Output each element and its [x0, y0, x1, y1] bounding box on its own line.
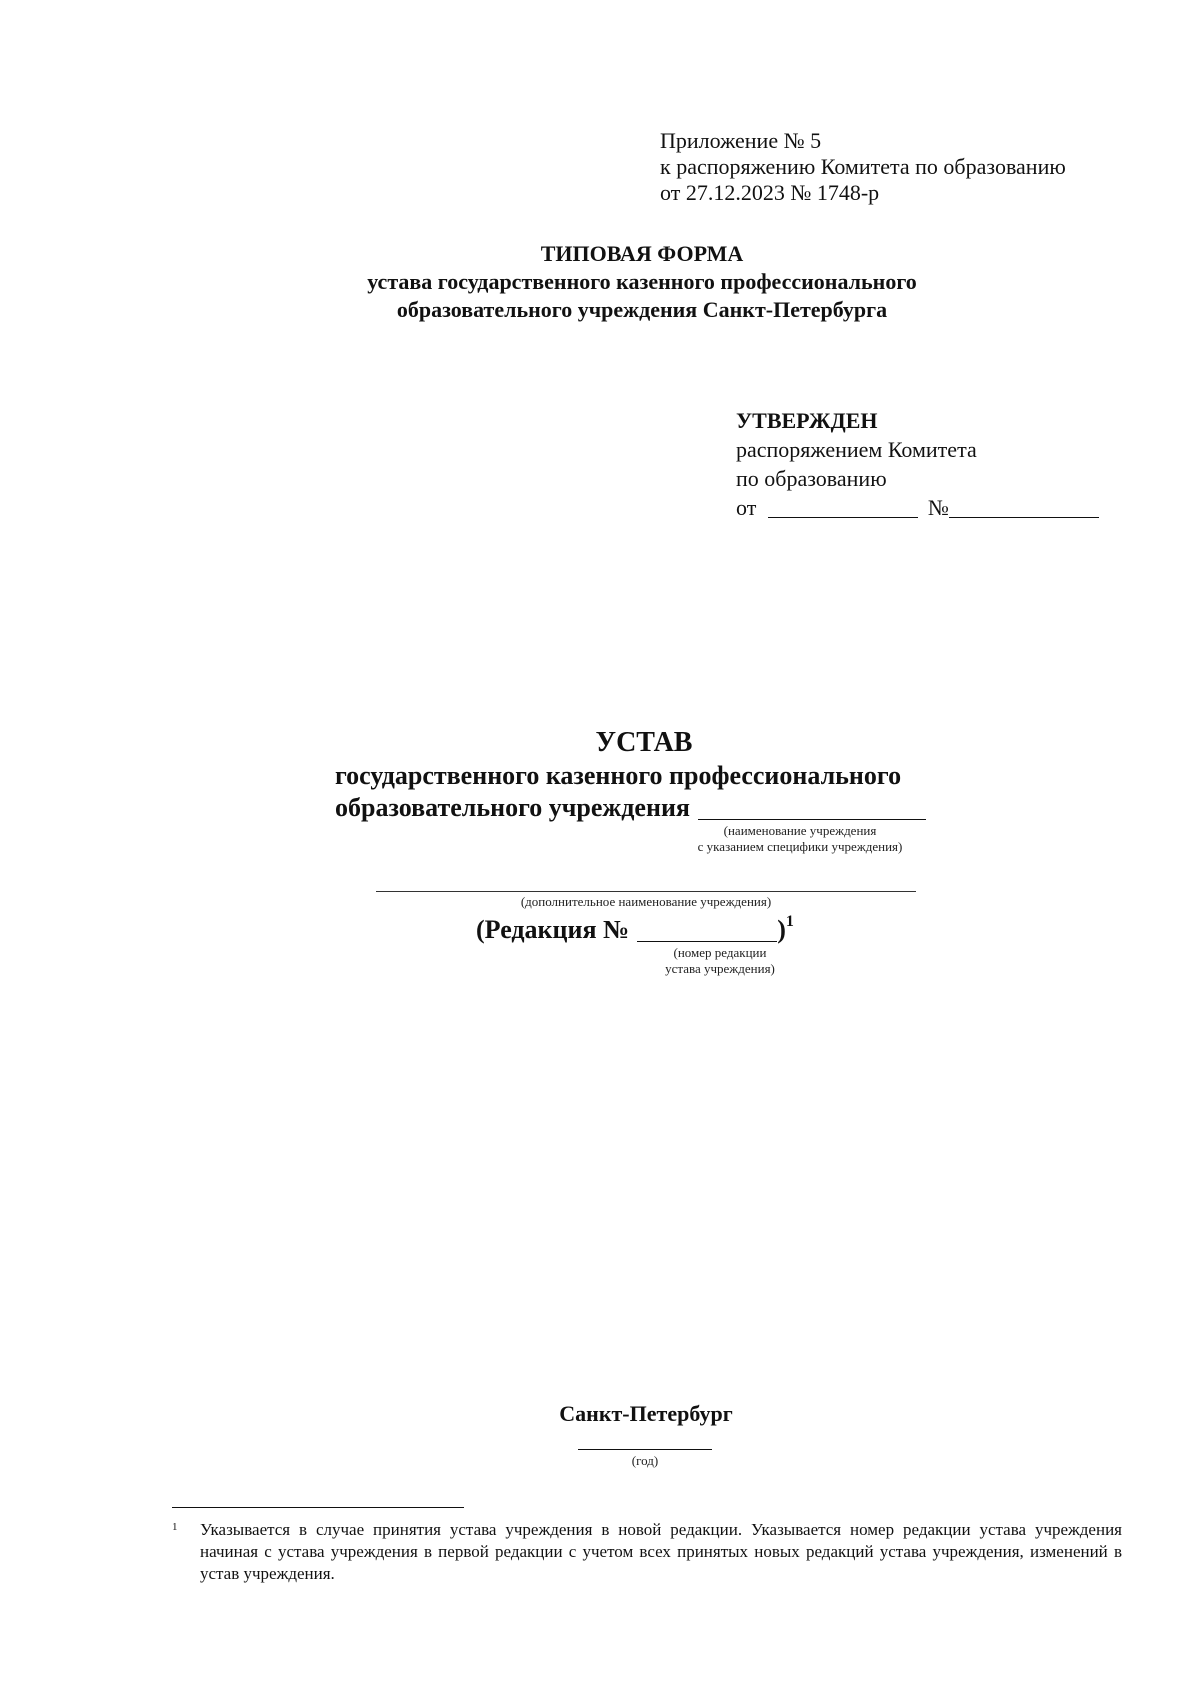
- approval-line-1: распоряжением Комитета: [736, 437, 977, 462]
- footnote-text: Указывается в случае принятия устава учреждения в новой редакции. Указывается номер редакции устава учреждения начиная с устава учреждения в первой редакции с учетом всех принятых новых редакций устава учреждения, изменений в устав учреждения.: [200, 1520, 1122, 1583]
- approval-line-2: по образованию: [736, 466, 887, 491]
- additional-name-hint: (дополнительное наименование учреждения): [520, 894, 772, 909]
- institution-name-hint-line-2: с указанием специфики учреждения): [697, 839, 903, 854]
- template-form-heading: ТИПОВАЯ ФОРМА: [540, 241, 744, 266]
- appendix-reference: [660, 128, 1066, 206]
- charter-subtitle-line-2-text: образовательного учреждения: [335, 793, 690, 822]
- institution-name-blank: [698, 795, 926, 820]
- charter-subtitle-line-1: государственного казенного профессионального: [335, 761, 902, 790]
- charter-title: УСТАВ: [595, 727, 693, 758]
- footnote-separator: [172, 1507, 464, 1508]
- appendix-order-date: от 27.12.2023 № 1748-р: [660, 180, 880, 205]
- year-blank: [578, 1449, 712, 1450]
- approval-number-blank: [949, 495, 1099, 518]
- template-form-subtitle-1: устава государственного казенного профессионального: [367, 269, 917, 294]
- charter-subtitle-line-2: [335, 792, 926, 824]
- institution-name-hint: [640, 823, 960, 855]
- edition-number-hint-line-2: устава учреждения): [665, 961, 775, 976]
- approval-date-blank: [768, 495, 918, 518]
- year-hint: (год): [631, 1453, 659, 1468]
- approval-block: [736, 406, 1099, 522]
- edition-label: (Редакция №: [476, 915, 630, 944]
- appendix-order-ref: к распоряжению Комитета по образованию: [660, 154, 1066, 179]
- appendix-number: Приложение № 5: [660, 128, 822, 153]
- approval-header: УТВЕРЖДЕН: [736, 408, 878, 433]
- approval-date-number-line: [736, 493, 1099, 522]
- edition-close: ): [777, 915, 786, 944]
- template-form-title: [0, 240, 1200, 324]
- footnote-number: 1: [172, 1521, 178, 1533]
- template-form-subtitle-2: образовательного учреждения Санкт-Петербурга: [396, 297, 888, 322]
- institution-name-hint-line-1: (наименование учреждения: [723, 823, 877, 838]
- edition-number-blank: [637, 917, 777, 942]
- footnote-reference: 1: [785, 913, 794, 930]
- edition-number-hint-line-1: (номер редакции: [673, 945, 767, 960]
- approval-number-prefix: №: [927, 495, 949, 520]
- edition-number-hint: [610, 945, 830, 977]
- city-name: Санкт-Петербург: [559, 1401, 733, 1426]
- approval-date-prefix: от: [736, 495, 757, 520]
- charter-subtitle: [335, 760, 926, 824]
- additional-name-blank: [376, 891, 916, 892]
- edition-line: [476, 914, 794, 946]
